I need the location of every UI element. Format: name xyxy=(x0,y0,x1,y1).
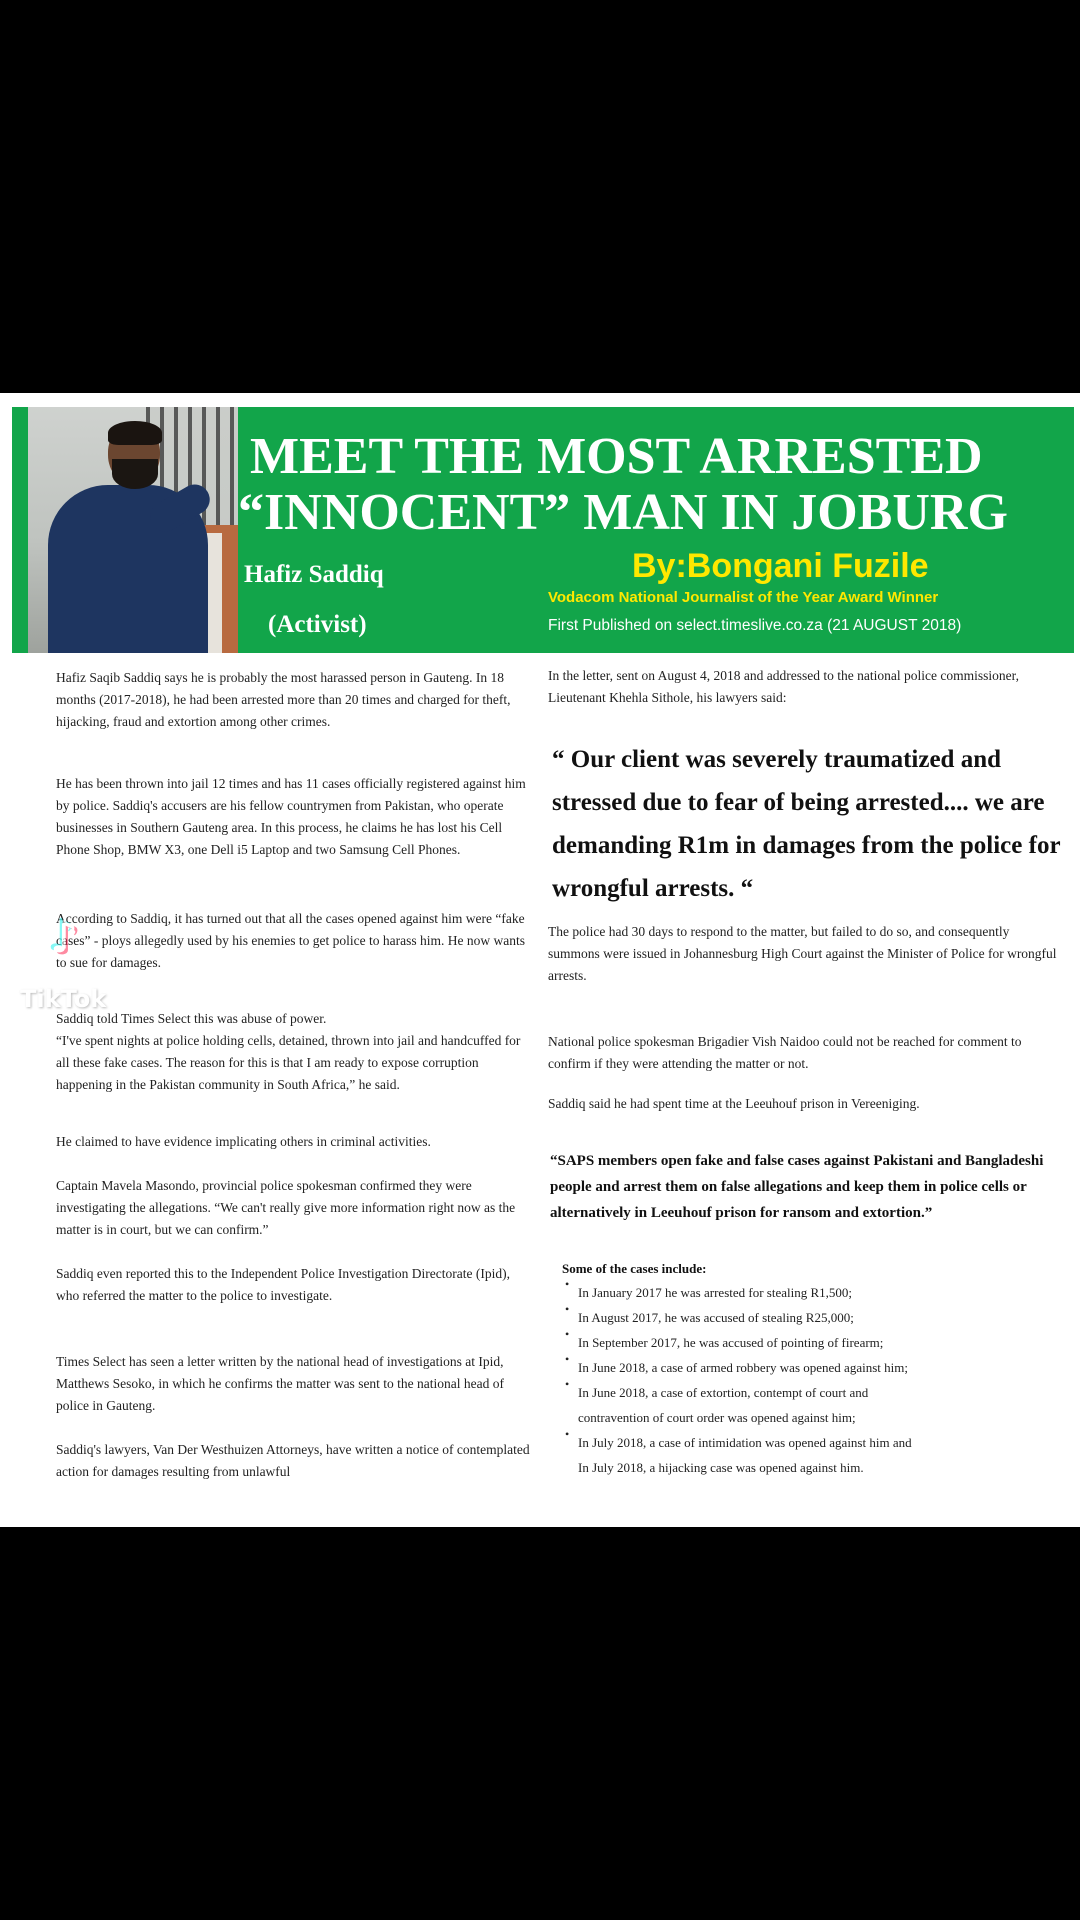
cases-heading: Some of the cases include: xyxy=(562,1261,707,1276)
paragraph-left-7: Saddiq even reported this to the Independent Police Investigation Directorate (Ipid), who referred the matter to the police to investigate. xyxy=(56,1266,510,1303)
paragraph-left-1: Hafiz Saqib Saddiq says he is probably the most harassed person in Gauteng. In 18 months (2017-2018), he had been arrested more than 20 times and charged for theft, hijacking, fraud and extortion among other crimes. xyxy=(56,670,511,729)
tiktok-logo-icon: ♪ xyxy=(50,912,79,963)
award-line: Vodacom National Journalist of the Year Award Winner xyxy=(548,589,939,606)
publication-note: First Published on select.timeslive.co.za (21 AUGUST 2018) xyxy=(548,617,962,634)
list-item: • In June 2018, a case of armed robbery was opened against him; xyxy=(578,1355,912,1380)
paragraph-left-6: Captain Mavela Masondo, provincial police spokesman confirmed they were investigating the allegations. “We can't really give more information right now as the matter is in court, but we can confirm.” xyxy=(56,1178,516,1237)
header-banner xyxy=(12,407,1074,653)
paragraph-right-1: In the letter, sent on August 4, 2018 and addressed to the national police commissioner, Lieutenant Khehla Sithole, his lawyers said: xyxy=(548,668,1019,705)
list-item: • In January 2017 he was arrested for stealing R1,500; xyxy=(578,1280,912,1305)
pull-quote: “ Our client was severely traumatized and stressed due to fear of being arrested.... we are demanding R1m in damages from the police for wrongful arrests. “ xyxy=(552,746,1061,902)
paragraph-right-3: National police spokesman Brigadier Vish Naidoo could not be reached for comment to confirm if they were attending the matter or not. xyxy=(548,1034,1022,1071)
list-item: • In August 2017, he was accused of stealing R25,000; xyxy=(578,1305,912,1330)
list-item: contravention of court order was opened against him; xyxy=(578,1410,856,1425)
paragraph-left-2: He has been thrown into jail 12 times and has 11 cases officially registered against him by police. Saddiq's accusers are his fellow countrymen from Pakistan, who operate businesses in Southern Gauteng area. In this process, he claims he has lost his Cell Phone Shop, BMW X3, one Dell i5 Laptop and two Samsung Cell Phones. xyxy=(56,776,526,857)
cases-list xyxy=(578,1280,912,1480)
subject-photo xyxy=(28,407,238,653)
list-item: • In September 2017, he was accused of pointing of firearm; xyxy=(578,1330,912,1355)
article-page xyxy=(0,393,1080,1527)
subject-role: (Activist) xyxy=(268,611,367,638)
list-item: • In July 2018, a case of intimidation was opened against him and xyxy=(578,1430,912,1455)
paragraph-left-9: Saddiq's lawyers, Van Der Westhuizen Attorneys, have written a notice of contemplated action for damages resulting from unlawful xyxy=(56,1442,530,1479)
paragraph-left-3: According to Saddiq, it has turned out that all the cases opened against him were “fake cases” - ploys allegedly used by his enemies to get police to harass him. He now wants to sue for damages. xyxy=(56,911,526,970)
paragraph-left-4a: Saddiq told Times Select this was abuse of power. xyxy=(56,1011,327,1026)
list-item: • In June 2018, a case of extortion, contempt of court and xyxy=(578,1380,912,1405)
paragraph-left-5: He claimed to have evidence implicating others in criminal activities. xyxy=(56,1134,431,1149)
list-item: In July 2018, a hijacking case was opened against him. xyxy=(578,1460,864,1475)
paragraph-left-4b: “I've spent nights at police holding cells, detained, thrown into jail and handcuffed for all these fake cases. The reason for this is that I am ready to expose corruption happening in the Pakistan community in South Africa,” he said. xyxy=(56,1033,521,1092)
paragraph-right-4: Saddiq said he had spent time at the Leeuhouf prison in Vereeniging. xyxy=(548,1096,920,1111)
saps-quote: “SAPS members open fake and false cases against Pakistani and Bangladeshi people and arrest them on false allegations and keep them in police cells or alternatively in Leeuhouf prison for ransom and extortion.” xyxy=(550,1153,1044,1221)
subject-name: Hafiz Saddiq xyxy=(244,561,384,588)
paragraph-left-8: Times Select has seen a letter written by the national head of investigations at Ipid, Matthews Sesoko, in which he confirms the matter was sent to the national head of police in Gauteng. xyxy=(56,1354,505,1413)
byline: By:Bongani Fuzile xyxy=(632,547,929,585)
tiktok-watermark xyxy=(20,913,180,1033)
watermark-text: TikTok xyxy=(20,985,107,1013)
headline-line-2: “INNOCENT” MAN IN JOBURG xyxy=(238,484,1008,541)
paragraph-right-2: The police had 30 days to respond to the matter, but failed to do so, and consequently summons were issued in Johannesburg High Court against the Minister of Police for wrongful arrests. xyxy=(548,924,1057,983)
headline-line-1: MEET THE MOST ARRESTED xyxy=(250,428,983,485)
